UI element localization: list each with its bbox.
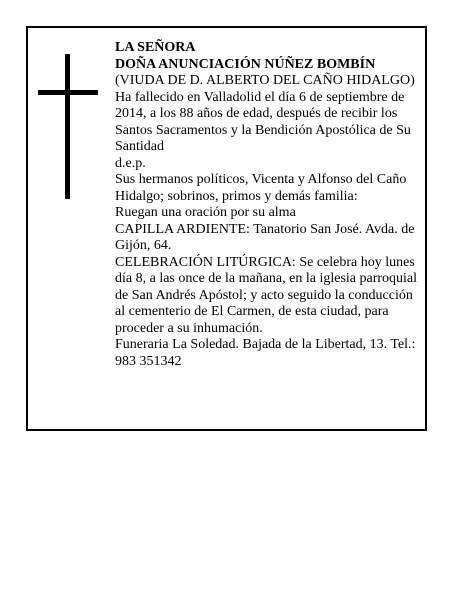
deceased-name: DOÑA ANUNCIACIÓN NÚÑEZ BOMBÍN	[115, 56, 376, 72]
funeral-home-info: Funeraria La Soledad. Bajada de la Libertad, 13. Tel.: 983 351342	[115, 337, 416, 369]
liturgy-info: CELEBRACIÓN LITÚRGICA: Se celebra hoy lunes día 8, a las once de la mañana, en la iglesia parroquial de San Andrés Apóstol; y acto seguido la conducción al cementerio de El Carmen, de esta ciudad, para proceder a su inhumación.	[115, 254, 418, 336]
death-info: Ha fallecido en Valladolid el día 6 de septiembre de 2014, a los 88 años de edad, después de recibir los Santos Sacramentos y la Bendición Apostólica de Su Santidad	[115, 89, 411, 154]
cross-vertical-bar	[65, 54, 70, 199]
notice-title: LA SEÑORA	[115, 40, 196, 55]
cross-icon	[38, 54, 98, 199]
widow-of-line: (VIUDA DE D. ALBERTO DEL CAÑO HIDALGO)	[115, 73, 415, 88]
prayer-request: Ruegan una oración por su alma	[115, 205, 296, 220]
cross-horizontal-bar	[38, 90, 98, 95]
obituary-text	[115, 40, 421, 370]
obituary-notice	[26, 26, 427, 431]
family-text: Sus hermanos políticos, Vicenta y Alfonso del Caño Hidalgo; sobrinos, primos y demás familia:	[115, 172, 407, 204]
chapel-info: CAPILLA ARDIENTE: Tanatorio San José. Avda. de Gijón, 64.	[115, 221, 415, 253]
rip-text: d.e.p.	[115, 155, 146, 171]
